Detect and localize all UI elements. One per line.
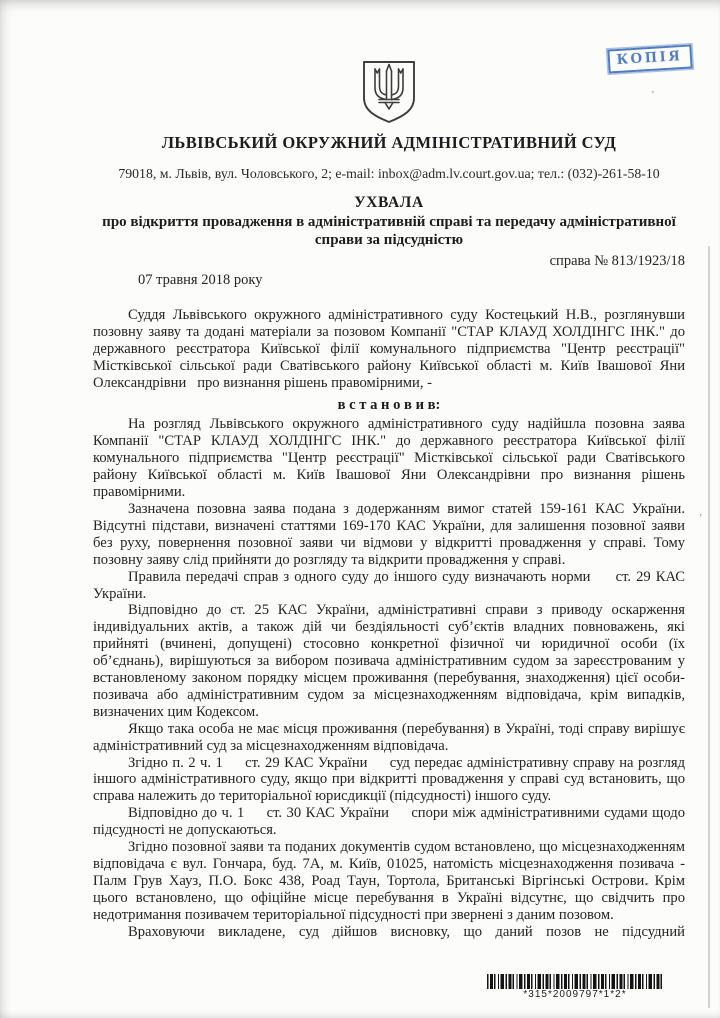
paragraph-last: Враховуючи викладене, суд дійшов висновку, що даний позов не підсудний xyxy=(128,923,685,940)
copy-stamp-label: КОПІЯ xyxy=(616,48,683,68)
case-number: справа № 813/1923/18 xyxy=(549,253,685,269)
scan-artifact-line xyxy=(708,246,710,1008)
barcode-bars-icon xyxy=(487,974,663,989)
paragraph: Згідно позовної заяви та поданих документів судом встановлено, що місцезнаходженням відповідача є вул. Гончара, буд. 7А, м. Київ, 01025, натомість місцезнаходження позивача - Палм Грув Хауз, П.О. Бокс 438, Роад Таун, Тортола, Британські Віргінські Острови. Крім цього встановлено, що офіційне місце перебування в Україні відсутнє, що свідчить про недотримання позивачем територіальної підсудності при звернені з даним позовом. xyxy=(93,839,685,923)
resolution-heading: в с т а н о в и в: xyxy=(337,396,441,413)
paragraph: Згідно п. 2 ч. 1 ст. 29 КАС України суд передає адміністративну справу на розгляд іншого адміністративного суду, якщо при відкритті провадження у справі суд встановить, що справа належить до територіальної юрисдикції (підсудності) іншого суду. xyxy=(93,754,685,805)
paragraph: Зазначена позовна заява подана з додержанням вимог статей 159-161 КАС України. Відсутні підстави, визначені статтями 169-170 КАС України, для залишення позовної заяви без руху, повернення позовної заяви чи відмови у відкритті провадження у справі. Тому позовну заяву слід прийняти до розгляду та відкрити провадження у справі. xyxy=(93,500,685,568)
barcode-text: *315*2009797*1*2* xyxy=(523,989,627,1000)
paragraph: На розгляд Львівського окружного адміністративного суду надійшла позовна заява Компанії "СТАР КЛАУД ХОЛДІНГС ІНК." до державного реєстратора Київської філії комунального підприємства "Центр реєстрації" Містківської сільської ради Сватівського району Київської області м. Київ Івашової Яни Олександрівни про визнання рішень правомірними. xyxy=(93,416,685,501)
document-title: УХВАЛА xyxy=(354,194,424,211)
paragraph: Правила передачі справ з одного суду до іншого суду визначають норми ст. 29 КАС України. xyxy=(93,568,685,602)
paragraph: Відповідно до ч. 1 ст. 30 КАС України спори між адміністративними судами щодо підсудності не допускаються. xyxy=(93,805,685,839)
ukraine-trident-icon xyxy=(360,58,418,126)
court-address-line: 79018, м. Львів, вул. Чоловського, 2; e-mail: inbox@adm.lv.court.gov.ua; тел.: (032)-261-58-10 xyxy=(118,166,660,181)
barcode xyxy=(487,974,663,1000)
ruling-body xyxy=(93,307,685,941)
paragraph: Відповідно до ст. 25 КАС України, адміністративні справи з приводу оскарження індивідуальних актів, а також дій чи бездіяльності суб’єктів владних повноважень, які прийняті (вчинені, допущені) стосовно конкретної фізичної чи юридичної особи (їх об’єднань), вирішуються за вибором позивача адміністративним судом за зареєстрованим у встановленому законом порядку місцем проживання (перебування, знаходження) цієї особи-позивача або адміністративним судом за місцезнаходженням відповідача, крім випадків, визначених цим Кодексом. xyxy=(93,602,685,720)
document-date: 07 травня 2018 року xyxy=(138,272,263,288)
paragraph: Якщо така особа не має місця проживання (перебування) в Україні, тоді справу вирішує адміністративний суд за місцезнаходженням відповідача. xyxy=(93,720,685,754)
scan-speck xyxy=(699,513,702,524)
document-subtitle: про відкриття провадження в адміністративній справі та передачу адміністративної справи за підсудністю xyxy=(102,214,676,248)
paragraph-intro: Суддя Львівського окружного адміністративного суду Костецький Н.В., розглянувши позовну заяву та додані матеріали за позовом Компанії "СТАР КЛАУД ХОЛДІНГС ІНК." до державного реєстратора Київської філії комунального підприємства "Центр реєстрації" Містківської сільської ради Сватівського району Київської області м. Київ Івашової Яни Олександрівни про визнання рішень правомірними, - xyxy=(93,307,685,391)
court-name: ЛЬВІВСЬКИЙ ОКРУЖНИЙ АДМІНІСТРАТИВНИЙ СУД xyxy=(161,133,617,152)
document-content xyxy=(93,58,685,941)
